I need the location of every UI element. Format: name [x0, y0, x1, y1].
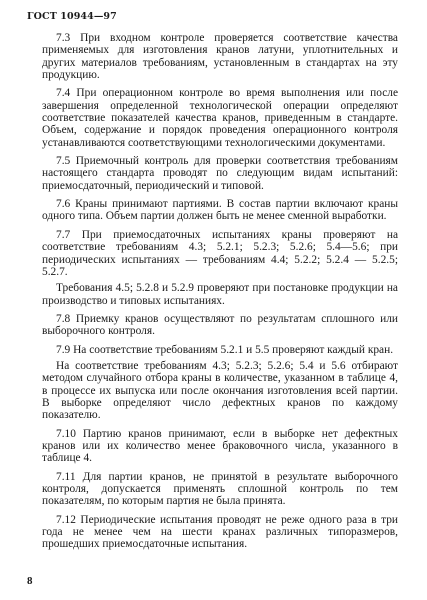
paragraph-7-12: 7.12 Периодические испытания проводят не реже одного раза в три года не менее чем на шести кранах различных типоразмеров, прошедших приемосдаточные испытания. — [42, 513, 398, 551]
paragraph-7-8: 7.8 Приемку кранов осуществляют по результатам сплошного или выборочного контроля. — [42, 312, 398, 338]
paragraph-7-4: 7.4 При операционном контроле во время выполнения или после завершения определенной технологической операции определяют соответствие показателей качества кранов, приведенным в стандарте. Объем, содержание и порядок проведения операционного контроля устанавливаются соответствующими технологическими документами. — [42, 87, 398, 149]
paragraph-7-11: 7.11 Для партии кранов, не принятой в результате выборочного контроля, допускается применять сплошной контроль по тем показателям, по которым партия не была принята. — [42, 470, 398, 508]
paragraph-7-10: 7.10 Партию кранов принимают, если в выборке нет дефектных кранов или их количество менее браковочного числа, указанного в таблице 4. — [42, 427, 398, 465]
paragraph-7-7: 7.7 При приемосдаточных испытаниях краны проверяют на соответствие требованиям 4.3; 5.2.1; 5.2.3; 5.2.6; 5.4—5.6; при периодических испытаниях — требованиям 4.4; 5.2.2; 5.2.4 — 5.2.5; 5.2.7. — [42, 228, 398, 278]
standard-header: ГОСТ 10944—97 — [27, 11, 117, 22]
paragraph-7-9-continuation: На соответствие требованиям 4.3; 5.2.3; 5.2.6; 5.4 и 5.6 отбирают методом случайного отбора краны в количестве, указанном в таблице 4, в процессе их выпуска или после окончания изготовления всей партии. В выборке определяют число дефектных кранов по каждому показателю. — [42, 359, 398, 422]
paragraph-7-5: 7.5 Приемочный контроль для проверки соответствия требованиям настоящего стандарта проводят по следующим видам испытаний: приемосдаточный, периодический и типовой. — [42, 155, 398, 192]
paragraph-7-7-continuation: Требования 4.5; 5.2.8 и 5.2.9 проверяют при постановке продукции на производство и типовых испытаниях. — [42, 282, 398, 307]
document-body — [42, 32, 398, 557]
paragraph-7-9: 7.9 На соответствие требованиям 5.2.1 и 5.5 проверяют каждый кран. — [56, 343, 394, 356]
paragraph-7-3: 7.3 При входном контроле проверяется соответствие качества применяемых для изготовления кранов латуни, уплотнительных и других материалов требованиям, установленным в стандартах на эту продукцию. — [42, 32, 398, 82]
paragraph-7-6: 7.6 Краны принимают партиями. В состав партии включают краны одного типа. Объем партии должен быть не менее сменной выработки. — [42, 198, 398, 223]
page-number: 8 — [27, 575, 33, 587]
